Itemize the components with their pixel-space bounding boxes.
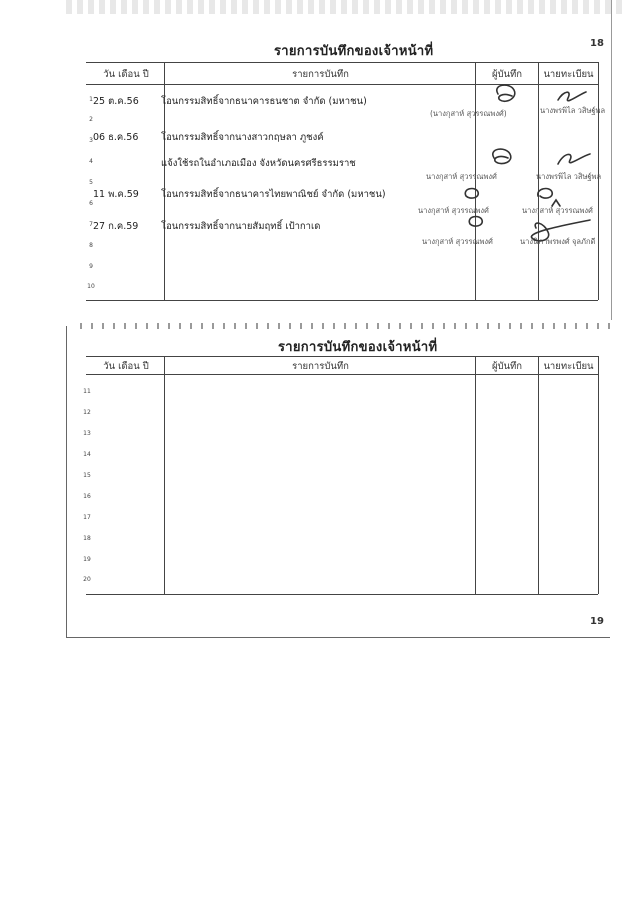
- header-registrar: นายทะเบียน: [543, 69, 594, 80]
- row-number: 19: [83, 556, 91, 563]
- handwritten-signatures: [440, 80, 600, 255]
- entry-text: โอนกรรมสิทธิ์จากธนาคารไทยพาณิชย์ จำกัด (มหาชน): [161, 189, 386, 200]
- entry-date: 11 พ.ค.59: [93, 189, 139, 200]
- table-bottom-border: [86, 594, 598, 595]
- header-entry: รายการบันทึก: [292, 69, 349, 80]
- recorder-name: (นางกุสาห์ สุวรรณพงศ์): [430, 109, 507, 118]
- entry-date: 25 ต.ค.56: [93, 96, 139, 107]
- header-date: วัน เดือน ปี: [103, 69, 149, 80]
- entry-text: โอนกรรมสิทธิ์จากธนาคารธนชาต จำกัด (มหาชน): [161, 96, 367, 107]
- header-date: วัน เดือน ปี: [103, 361, 149, 372]
- table-top-border: [86, 356, 598, 357]
- row-number: 16: [83, 493, 91, 500]
- row-number: 1: [89, 96, 93, 103]
- scan-edge-marks: [66, 0, 626, 14]
- header-registrar: นายทะเบียน: [543, 361, 594, 372]
- row-number: 9: [89, 263, 93, 270]
- header-recorder: ผู้บันทึก: [491, 69, 523, 80]
- header-entry: รายการบันทึก: [292, 361, 349, 372]
- row-number: 7: [89, 221, 93, 228]
- row-number: 3: [89, 137, 93, 144]
- row-number: 11: [83, 388, 91, 395]
- recorder-name: นางกุสาห์ สุวรรณพงศ์: [426, 172, 497, 181]
- page-bottom-edge: [66, 637, 610, 638]
- entry-date: 06 ธ.ค.56: [93, 132, 139, 143]
- row-number: 10: [87, 283, 95, 290]
- column-divider: [538, 356, 539, 594]
- registrar-name: นางพรพิไล วสิษฐ์พล: [540, 106, 606, 115]
- row-number: 2: [89, 116, 93, 123]
- header-recorder: ผู้บันทึก: [491, 361, 523, 372]
- registrar-name: นางพรพิไล วสิษฐ์พล: [536, 172, 602, 181]
- entry-text: โอนกรรมสิทธิ์จากนางสาวกฤษลา ภูชงค์: [161, 132, 324, 143]
- row-number: 6: [89, 200, 93, 207]
- page-number: 18: [590, 38, 604, 49]
- page-left-edge: [66, 326, 67, 638]
- table-top-border: [86, 62, 598, 63]
- entry-date: 27 ก.ค.59: [93, 221, 139, 232]
- table-right-border: [598, 356, 599, 594]
- column-divider: [164, 356, 165, 594]
- registrar-name: นางกุสาห์ สุวรรณพงศ์: [522, 206, 593, 215]
- row-number: 12: [83, 409, 91, 416]
- column-divider: [475, 356, 476, 594]
- row-number: 5: [89, 179, 93, 186]
- recorder-name: นางกุสาห์ สุวรรณพงศ์: [422, 237, 493, 246]
- header-bottom-border: [86, 374, 598, 375]
- row-number: 8: [89, 242, 93, 249]
- row-number: 20: [83, 576, 91, 583]
- registrar-name: นางนิภาพรพงศ์ จุลภักดี: [520, 237, 596, 246]
- entry-text: แจ้งใช้รถในอำเภอเมือง จังหวัดนครศรีธรรมราช: [161, 158, 356, 169]
- table-bottom-border: [86, 300, 598, 301]
- row-number: 15: [83, 472, 91, 479]
- row-number: 13: [83, 430, 91, 437]
- row-number: 14: [83, 451, 91, 458]
- row-number: 17: [83, 514, 91, 521]
- page-number: 19: [590, 616, 604, 627]
- row-number: 4: [89, 158, 93, 165]
- entry-text: โอนกรรมสิทธิ์จากนายสัมฤทธิ์ เป้ากาเด: [161, 221, 321, 232]
- page-title: รายการบันทึกของเจ้าหน้าที่: [278, 340, 438, 355]
- page-separator: [80, 323, 610, 329]
- recorder-name: นางกุสาห์ สุวรรณพงศ์: [418, 206, 489, 215]
- row-number: 18: [83, 535, 91, 542]
- page-title: รายการบันทึกของเจ้าหน้าที่: [274, 44, 434, 59]
- scan-right-edge: [611, 0, 612, 320]
